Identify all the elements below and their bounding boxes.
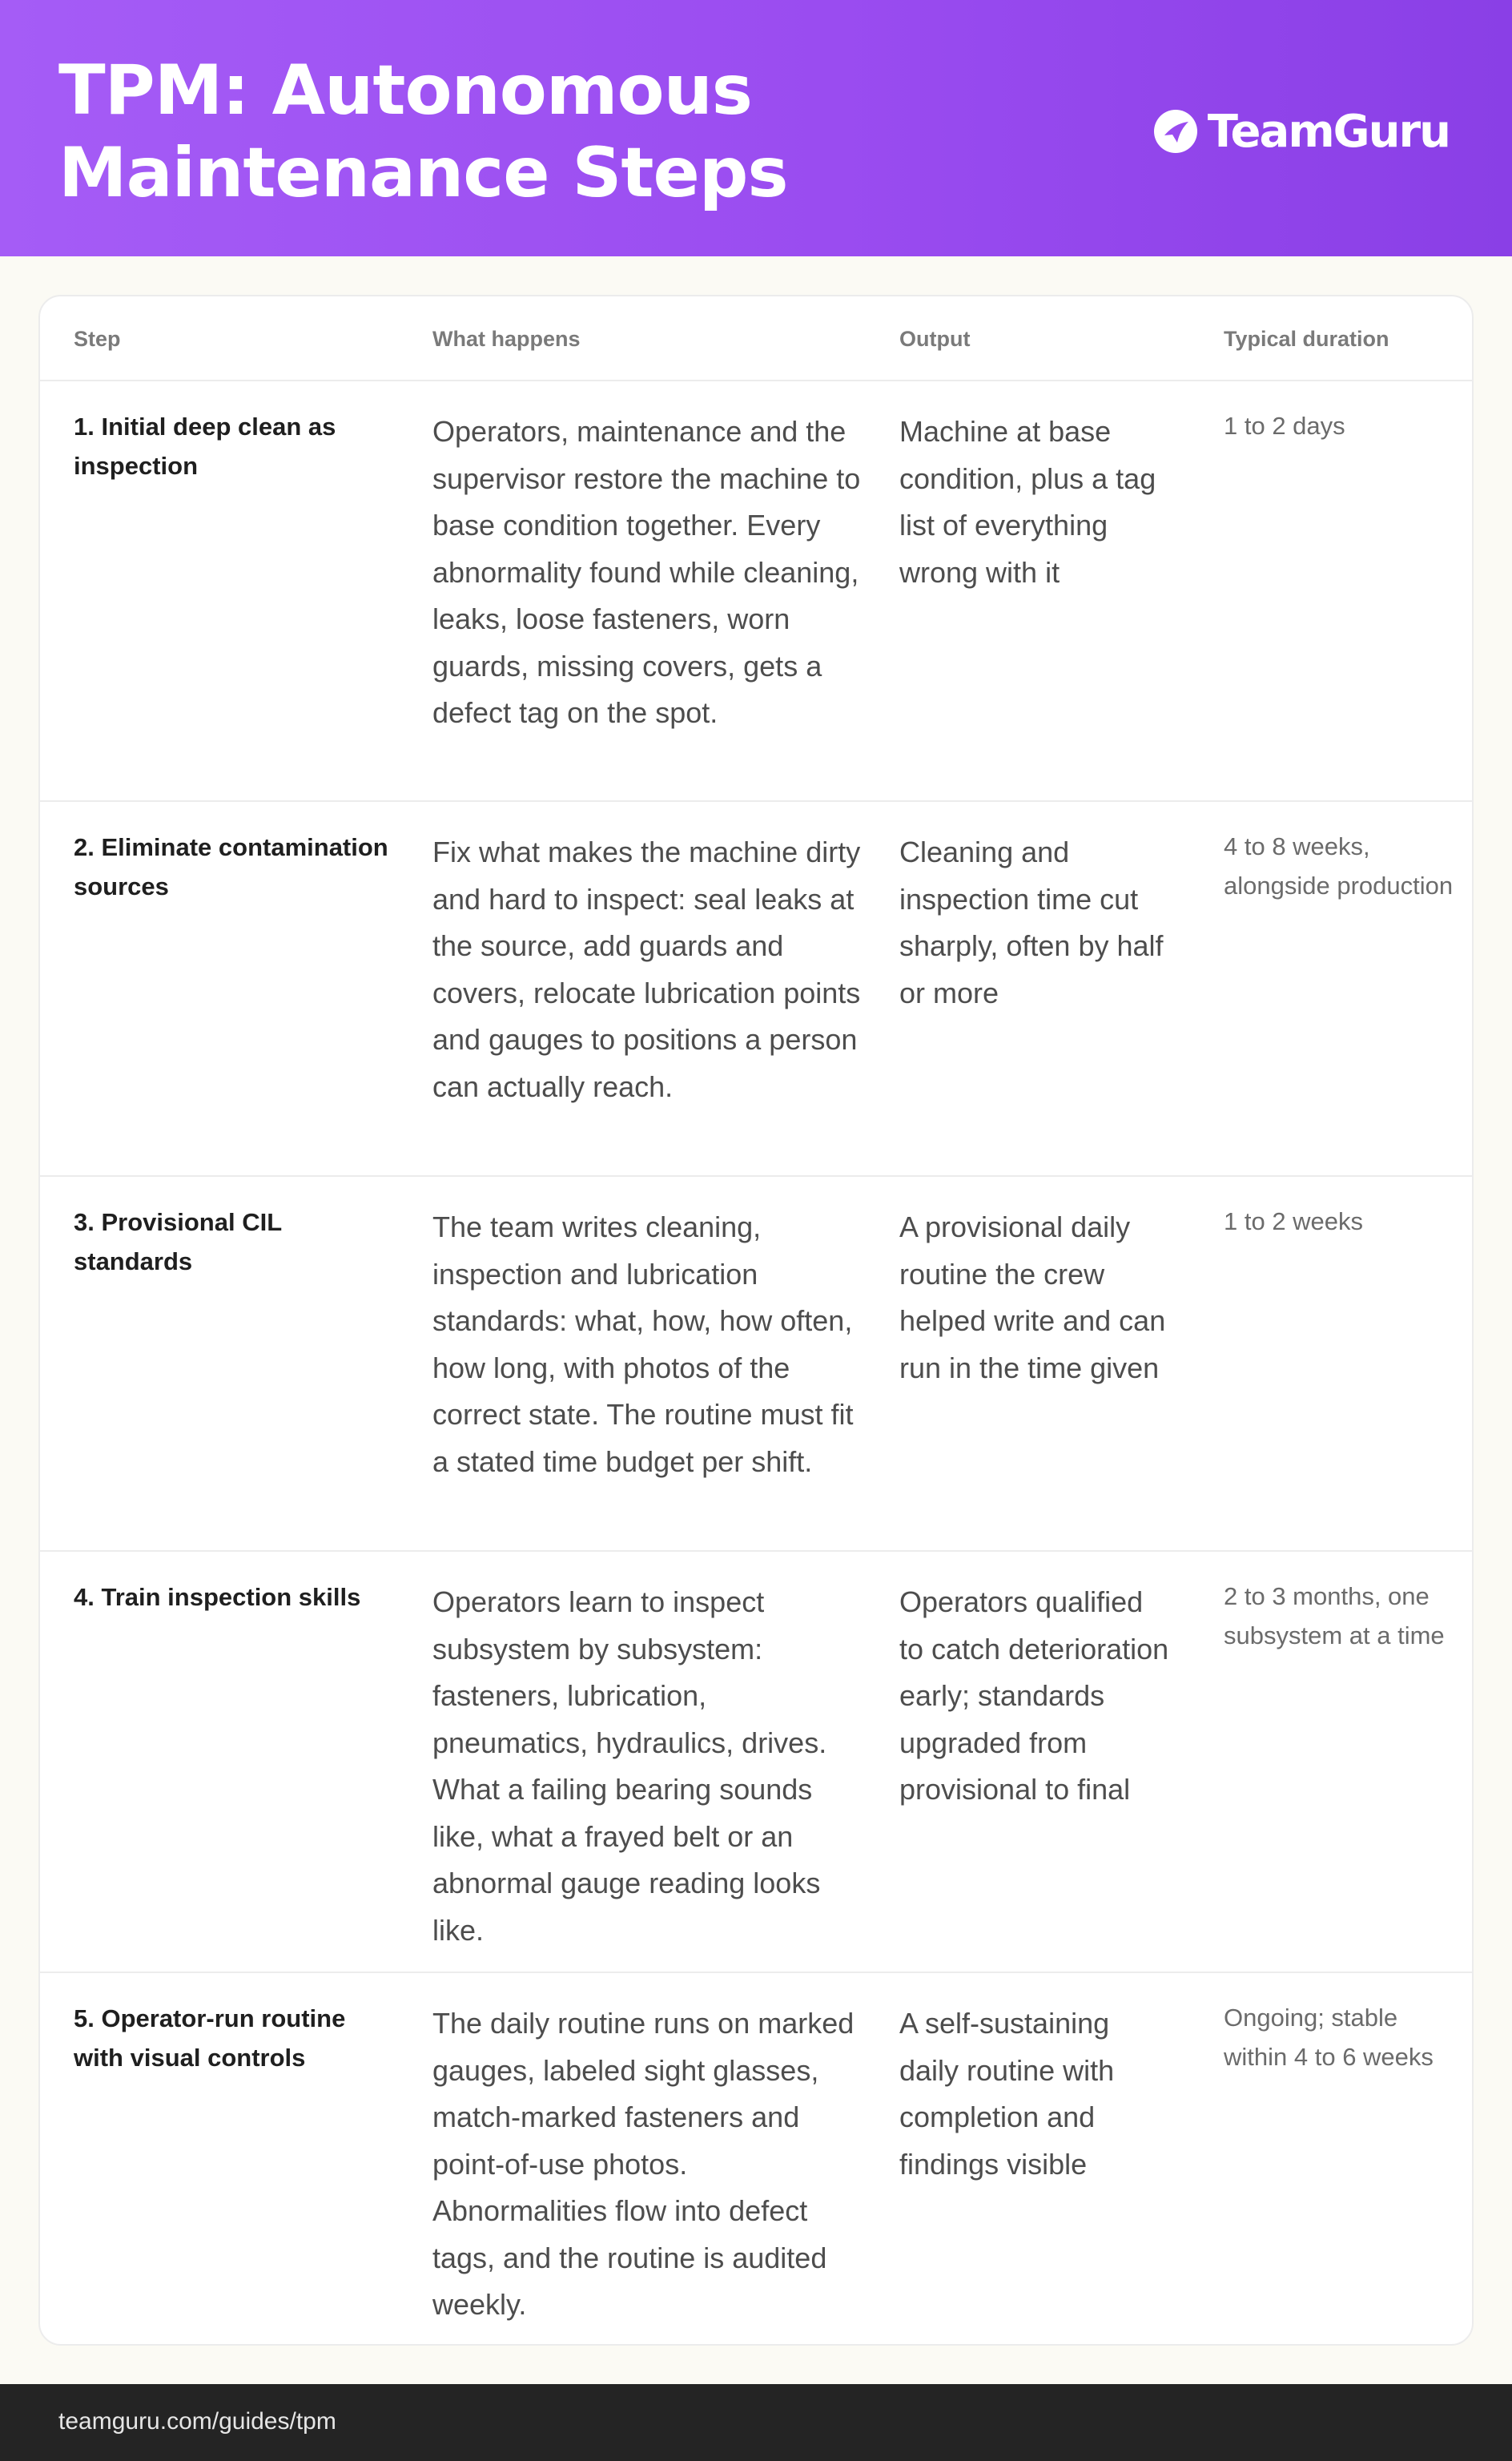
step-description: The daily routine runs on marked gauges, labeled sight glasses, match-marked fasteners and point-of-use photos. Abnormalities flow into defect tags, and the routine is audited weekly. — [432, 2007, 855, 2321]
steps-table — [38, 295, 1474, 2346]
step-description: Fix what makes the machine dirty and hard to inspect: seal leaks at the source, add guards and covers, relocate lubrication points and gauges to positions a person can actually reach. — [432, 836, 861, 1103]
page-title: TPM: Autonomous Maintenance Steps — [58, 50, 788, 213]
step-name: 1. Initial deep clean as inspection — [74, 413, 336, 480]
header-banner — [0, 0, 1512, 256]
table-row — [40, 1177, 1472, 1552]
step-description: Operators learn to inspect subsystem by subsystem: fasteners, lubrication, pneumatics, hydraulics, drives. What a failing bearing sounds like, what a frayed belt or an abnormal gauge reading looks like. — [432, 1585, 827, 1947]
footer-url-link[interactable]: teamguru.com/guides/tpm — [58, 2408, 336, 2435]
table-row — [40, 1973, 1472, 2346]
step-output: Cleaning and inspection time cut sharply, often by half or more — [899, 836, 1164, 1009]
brand-name: TeamGuru — [1207, 105, 1450, 158]
footer — [0, 2384, 1512, 2461]
column-header-step: Step — [74, 327, 121, 351]
step-output: Operators qualified to catch deterioration early; standards upgraded from provisional to final — [899, 1585, 1169, 1806]
step-output: A self-sustaining daily routine with completion and findings visible — [899, 2007, 1115, 2181]
step-output: A provisional daily routine the crew helped write and can run in the time given — [899, 1210, 1166, 1384]
table-row — [40, 381, 1472, 802]
step-name: 5. Operator-run routine with visual controls — [74, 2004, 346, 2072]
step-duration: 1 to 2 days — [1224, 412, 1345, 440]
teamguru-logo-icon — [1153, 109, 1198, 154]
table-row — [40, 1552, 1472, 1973]
step-duration: 1 to 2 weeks — [1224, 1207, 1364, 1235]
step-duration: 4 to 8 weeks, alongside production — [1224, 832, 1454, 900]
step-duration: Ongoing; stable within 4 to 6 weeks — [1224, 2004, 1434, 2071]
column-header-output: Output — [899, 327, 971, 351]
column-header-what-happens: What happens — [432, 327, 581, 351]
step-description: Operators, maintenance and the supervisor restore the machine to base condition together. Every abnormality found while cleaning, leaks, loose fasteners, worn guards, missing covers, gets a defect tag on the spot. — [432, 415, 861, 729]
column-header-duration: Typical duration — [1224, 327, 1389, 351]
step-name: 3. Provisional CIL standards — [74, 1208, 282, 1275]
table-header — [40, 296, 1472, 381]
step-name: 2. Eliminate contamination sources — [74, 833, 388, 900]
step-duration: 2 to 3 months, one subsystem at a time — [1224, 1582, 1445, 1649]
brand-logo[interactable] — [1153, 103, 1450, 160]
step-output: Machine at base condition, plus a tag list of everything wrong with it — [899, 415, 1156, 589]
table-row — [40, 802, 1472, 1177]
step-name: 4. Train inspection skills — [74, 1583, 361, 1611]
step-description: The team writes cleaning, inspection and lubrication standards: what, how, how often, how long, with photos of the correct state. The routine must fit a stated time budget per shift. — [432, 1210, 854, 1478]
